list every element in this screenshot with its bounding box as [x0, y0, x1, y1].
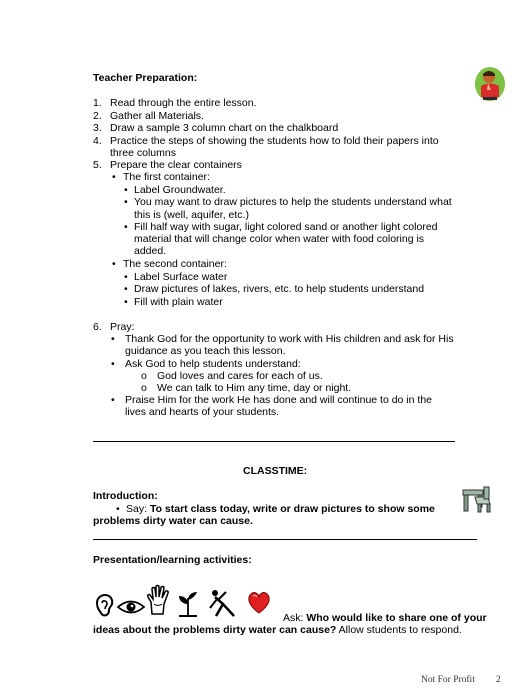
desk-chair-icon	[460, 484, 492, 514]
say-label: Say:	[126, 503, 150, 515]
say-text-continued: problems dirty water can cause.	[93, 515, 253, 527]
step-text: Gather all Materials.	[110, 110, 204, 122]
bullet-icon: •	[112, 171, 116, 183]
bullet-icon: •	[124, 184, 128, 196]
sprout-icon	[176, 590, 200, 618]
step-number: 4.	[93, 135, 102, 147]
bullet-icon: •	[124, 283, 128, 295]
step-text: Read through the entire lesson.	[110, 97, 257, 109]
list-item: Praise Him for the work He has done and will continue to do in the	[125, 394, 432, 406]
list-item: You may want to draw pictures to help the students understand what	[134, 196, 452, 208]
ask-instruction: Allow students to respond.	[336, 624, 462, 636]
step-text-continued: three columns	[110, 147, 176, 159]
list-item: Fill with plain water	[134, 296, 223, 308]
introduction-heading: Introduction:	[93, 490, 158, 502]
list-item: God loves and cares for each of us.	[157, 370, 323, 382]
list-item: We can talk to Him any time, day or night.	[157, 382, 352, 394]
heart-icon	[246, 590, 272, 616]
bullet-icon: •	[111, 333, 115, 345]
praying-person-icon	[474, 66, 506, 102]
list-item: Label Groundwater.	[134, 184, 226, 196]
ask-text-continued: ideas about the problems dirty water can cause?	[93, 624, 337, 636]
bullet-icon: •	[112, 258, 116, 270]
list-item: Fill half way with sugar, light colored sand or another light colored	[134, 221, 438, 233]
footer-text: Not For Profit	[421, 675, 475, 685]
list-item-continued: this is (well, aquifer, etc.)	[134, 209, 249, 221]
bullet-icon: o	[141, 382, 147, 394]
stretching-person-icon	[206, 588, 238, 618]
ask-line	[283, 612, 487, 625]
bullet-icon: •	[124, 221, 128, 233]
eye-icon	[117, 599, 145, 615]
step-number: 6.	[93, 321, 102, 333]
list-item-continued: lives and hearts of your students.	[125, 406, 280, 418]
page-number: 2	[496, 675, 501, 685]
list-item: Label Surface water	[134, 271, 228, 283]
bullet-icon: •	[111, 394, 115, 406]
step-text: Practice the steps of showing the students how to fold their papers into	[110, 135, 439, 147]
bullet-icon: •	[124, 196, 128, 208]
step-text: Pray:	[110, 321, 135, 333]
list-item: Thank God for the opportunity to work with His children and ask for His	[125, 333, 454, 345]
step-number: 1.	[93, 97, 102, 109]
bullet-icon: •	[116, 503, 120, 515]
step-number: 3.	[93, 122, 102, 134]
ask-label: Ask:	[283, 612, 307, 624]
step-text: Prepare the clear containers	[110, 159, 242, 171]
ask-line-continued	[93, 624, 462, 637]
ear-icon	[93, 594, 115, 618]
list-item-continued: added.	[134, 245, 167, 257]
ask-text: Who would like to share one of your	[306, 612, 487, 624]
step-number: 5.	[93, 159, 102, 171]
say-text: To start class today, write or draw pictures to show some	[149, 503, 435, 515]
classtime-heading: CLASSTIME:	[243, 465, 308, 477]
bullet-icon: •	[124, 271, 128, 283]
bullet-icon: o	[141, 370, 147, 382]
hand-icon	[146, 586, 170, 616]
bullet-icon: •	[124, 296, 128, 308]
step-text: Draw a sample 3 column chart on the chalkboard	[110, 122, 339, 134]
say-line	[126, 503, 435, 516]
second-container-label: The second container:	[123, 258, 227, 270]
divider	[93, 539, 477, 540]
section-heading-teacher-preparation: Teacher Preparation:	[93, 72, 198, 84]
divider	[93, 441, 455, 442]
list-item: Draw pictures of lakes, rivers, etc. to help students understand	[134, 283, 425, 295]
first-container-label: The first container:	[123, 171, 210, 183]
presentation-heading: Presentation/learning activities:	[93, 554, 252, 566]
list-item: Ask God to help students understand:	[125, 358, 301, 370]
list-item-continued: material that will change color when water with food coloring is	[134, 233, 425, 245]
step-number: 2.	[93, 110, 102, 122]
bullet-icon: •	[111, 358, 115, 370]
list-item-continued: guidance as you teach this lesson.	[125, 345, 286, 357]
